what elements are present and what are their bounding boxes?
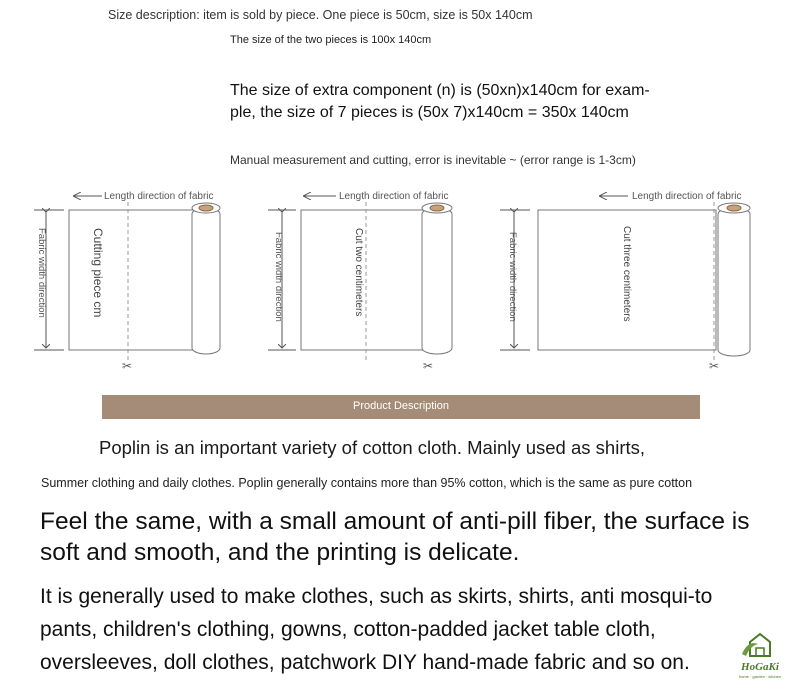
scissors-icon: ✂ bbox=[122, 359, 133, 373]
width-label-2: Fabric width direction bbox=[273, 232, 284, 322]
length-label-3: Length direction of fabric bbox=[632, 191, 742, 202]
two-pieces-note: The size of the two pieces is 100x 140cm bbox=[230, 34, 432, 46]
fabric-roll-1 bbox=[192, 208, 220, 354]
extra-component-note bbox=[230, 80, 650, 124]
fabric-roll-3 bbox=[718, 208, 750, 356]
banner-label: Product Description bbox=[353, 400, 449, 412]
width-label-1: Fabric width direction bbox=[36, 228, 47, 318]
cutting-diagrams bbox=[30, 180, 770, 380]
length-label-2: Length direction of fabric bbox=[339, 191, 449, 202]
product-description-banner bbox=[102, 395, 700, 419]
scissors-icon: ✂ bbox=[423, 359, 434, 373]
description-line-1: Poplin is an important variety of cotton cloth. Mainly used as shirts, bbox=[99, 437, 646, 458]
cut-label-3: Cut three centimeters bbox=[621, 226, 632, 322]
width-label-3: Fabric width direction bbox=[507, 232, 518, 322]
brand-logo bbox=[730, 632, 790, 682]
description-line-2: Summer clothing and daily clothes. Poplin generally contains more than 95% cotton, which is the same as pure cotton bbox=[41, 476, 693, 490]
description-line-4: It is generally used to make clothes, such as skirts, shirts, anti mosqui-to pants, children's clothing, gowns, cotton-padded jacket table cloth, oversleeves, doll clothes, patchwork DIY hand-made fabric and so on. bbox=[40, 585, 713, 674]
cut-label-2: Cut two centimeters bbox=[353, 228, 364, 317]
fabric-panel-1 bbox=[69, 210, 199, 350]
diagram-3 bbox=[500, 191, 750, 373]
extra-line-1: The size of extra component (n) is (50xn)x140cm for exam- bbox=[230, 82, 650, 99]
length-label-1: Length direction of fabric bbox=[104, 191, 214, 202]
brand-tagline: home · garden · kitchen bbox=[738, 674, 782, 679]
diagram-1 bbox=[34, 191, 220, 373]
diagram-2 bbox=[268, 191, 452, 373]
brand-name: HoGaKi bbox=[741, 661, 779, 673]
cut-label-1: Cutting piece cm bbox=[91, 228, 105, 318]
manual-measurement-note: Manual measurement and cutting, error is inevitable ~ (error range is 1-3cm) bbox=[230, 153, 636, 167]
extra-line-2: ple, the size of 7 pieces is (50x 7)x140cm = 350x 140cm bbox=[230, 104, 629, 121]
size-description: Size description: item is sold by piece. One piece is 50cm, size is 50x 140cm bbox=[108, 8, 533, 22]
fabric-roll-2 bbox=[422, 208, 452, 354]
scissors-icon: ✂ bbox=[709, 359, 720, 373]
description-line-3: Feel the same, with a small amount of anti-pill fiber, the surface is soft and smooth, and the printing is delicate. bbox=[40, 508, 750, 566]
